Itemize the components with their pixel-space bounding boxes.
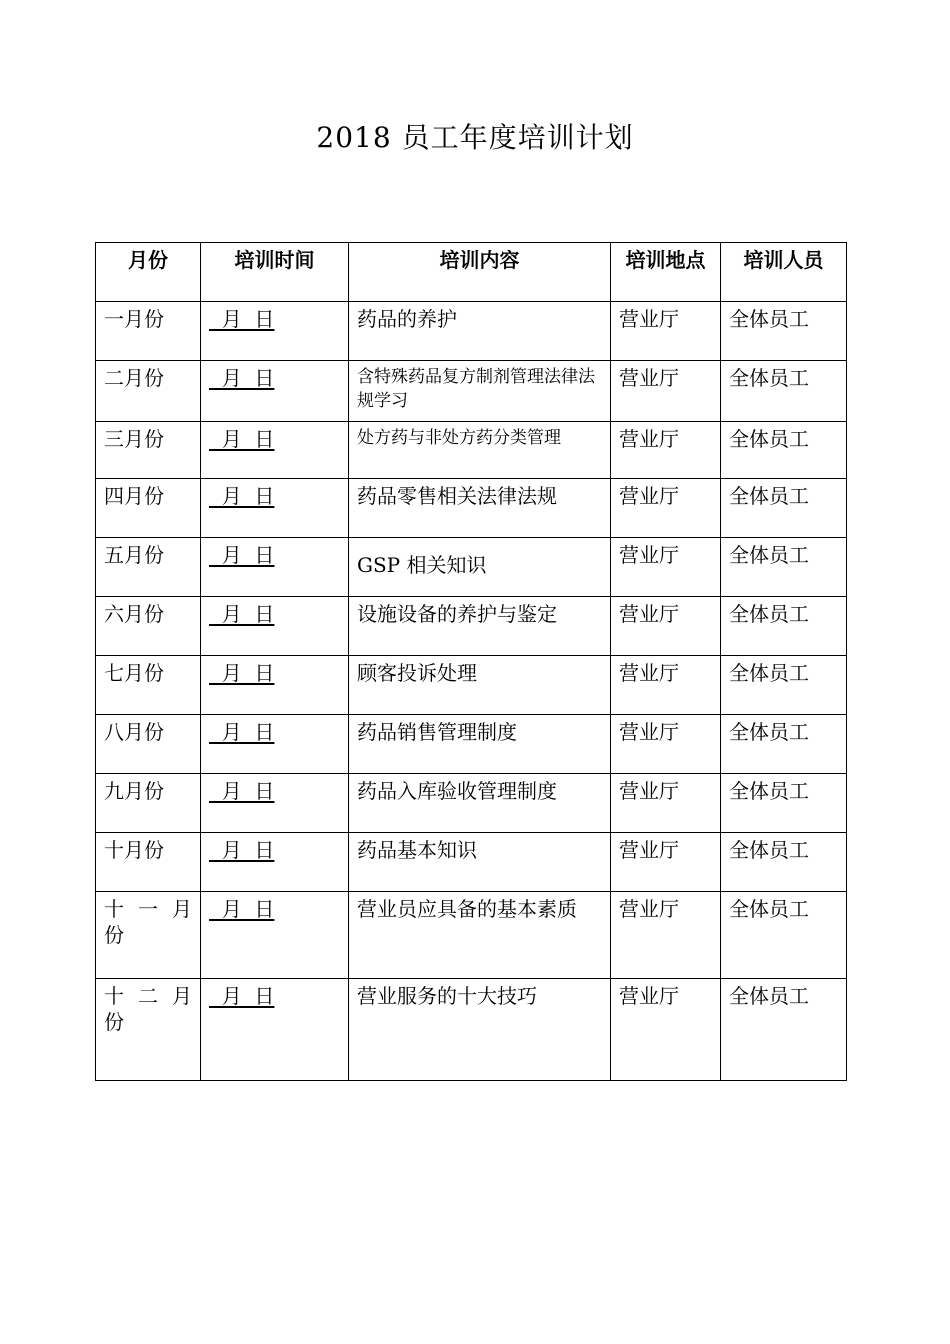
content-cell: 营业服务的十大技巧 bbox=[349, 979, 611, 1081]
table-row bbox=[96, 774, 847, 833]
staff-cell: 全体员工 bbox=[721, 979, 847, 1081]
month-cell: 五月份 bbox=[96, 538, 201, 597]
content-cell: 营业员应具备的基本素质 bbox=[349, 892, 611, 979]
staff-cell: 全体员工 bbox=[721, 302, 847, 361]
staff-cell: 全体员工 bbox=[721, 538, 847, 597]
staff-cell: 全体员工 bbox=[721, 479, 847, 538]
table-row bbox=[96, 422, 847, 479]
table-row bbox=[96, 892, 847, 979]
staff-cell: 全体员工 bbox=[721, 715, 847, 774]
staff-cell: 全体员工 bbox=[721, 892, 847, 979]
table-row bbox=[96, 715, 847, 774]
content-cell: 药品入库验收管理制度 bbox=[349, 774, 611, 833]
time-cell: 月 日 bbox=[201, 361, 349, 422]
document-title: 2018 员工年度培训计划 bbox=[316, 121, 634, 154]
table-header-row bbox=[96, 243, 847, 302]
location-cell: 营业厅 bbox=[611, 538, 721, 597]
time-cell: 月 日 bbox=[201, 597, 349, 656]
content-cell: 设施设备的养护与鉴定 bbox=[349, 597, 611, 656]
content-cell: 处方药与非处方药分类管理 bbox=[349, 422, 611, 479]
staff-cell: 全体员工 bbox=[721, 833, 847, 892]
month-cell: 二月份 bbox=[96, 361, 201, 422]
month-cell: 四月份 bbox=[96, 479, 201, 538]
header-time: 培训时间 bbox=[201, 243, 349, 302]
location-cell: 营业厅 bbox=[611, 302, 721, 361]
location-cell: 营业厅 bbox=[611, 656, 721, 715]
content-cell: 药品销售管理制度 bbox=[349, 715, 611, 774]
table-row bbox=[96, 479, 847, 538]
staff-cell: 全体员工 bbox=[721, 774, 847, 833]
header-month: 月份 bbox=[96, 243, 201, 302]
location-cell: 营业厅 bbox=[611, 979, 721, 1081]
time-cell: 月 日 bbox=[201, 656, 349, 715]
training-plan-table bbox=[95, 242, 847, 1081]
table-row bbox=[96, 361, 847, 422]
month-cell: 十 一 月份 bbox=[96, 892, 201, 979]
month-cell: 一月份 bbox=[96, 302, 201, 361]
table-row bbox=[96, 597, 847, 656]
month-cell: 七月份 bbox=[96, 656, 201, 715]
time-cell: 月 日 bbox=[201, 479, 349, 538]
table-row bbox=[96, 833, 847, 892]
time-cell: 月 日 bbox=[201, 892, 349, 979]
time-cell: 月 日 bbox=[201, 715, 349, 774]
month-cell: 十 二 月份 bbox=[96, 979, 201, 1081]
staff-cell: 全体员工 bbox=[721, 597, 847, 656]
location-cell: 营业厅 bbox=[611, 479, 721, 538]
month-cell: 十月份 bbox=[96, 833, 201, 892]
time-cell: 月 日 bbox=[201, 422, 349, 479]
content-cell: 药品基本知识 bbox=[349, 833, 611, 892]
table-row bbox=[96, 656, 847, 715]
staff-cell: 全体员工 bbox=[721, 361, 847, 422]
location-cell: 营业厅 bbox=[611, 892, 721, 979]
time-cell: 月 日 bbox=[201, 774, 349, 833]
month-cell: 九月份 bbox=[96, 774, 201, 833]
header-staff: 培训人员 bbox=[721, 243, 847, 302]
location-cell: 营业厅 bbox=[611, 715, 721, 774]
location-cell: 营业厅 bbox=[611, 422, 721, 479]
content-cell: 药品零售相关法律法规 bbox=[349, 479, 611, 538]
content-cell: GSP 相关知识 bbox=[349, 538, 611, 597]
content-cell: 顾客投诉处理 bbox=[349, 656, 611, 715]
header-content: 培训内容 bbox=[349, 243, 611, 302]
month-cell: 三月份 bbox=[96, 422, 201, 479]
time-cell: 月 日 bbox=[201, 979, 349, 1081]
table-row bbox=[96, 979, 847, 1081]
header-location: 培训地点 bbox=[611, 243, 721, 302]
table-row bbox=[96, 302, 847, 361]
table-row bbox=[96, 538, 847, 597]
staff-cell: 全体员工 bbox=[721, 656, 847, 715]
month-cell: 八月份 bbox=[96, 715, 201, 774]
staff-cell: 全体员工 bbox=[721, 422, 847, 479]
content-cell: 含特殊药品复方制剂管理法律法规学习 bbox=[349, 361, 611, 422]
location-cell: 营业厅 bbox=[611, 833, 721, 892]
location-cell: 营业厅 bbox=[611, 774, 721, 833]
location-cell: 营业厅 bbox=[611, 597, 721, 656]
month-cell: 六月份 bbox=[96, 597, 201, 656]
location-cell: 营业厅 bbox=[611, 361, 721, 422]
time-cell: 月 日 bbox=[201, 833, 349, 892]
time-cell: 月 日 bbox=[201, 538, 349, 597]
time-cell: 月 日 bbox=[201, 302, 349, 361]
content-cell: 药品的养护 bbox=[349, 302, 611, 361]
